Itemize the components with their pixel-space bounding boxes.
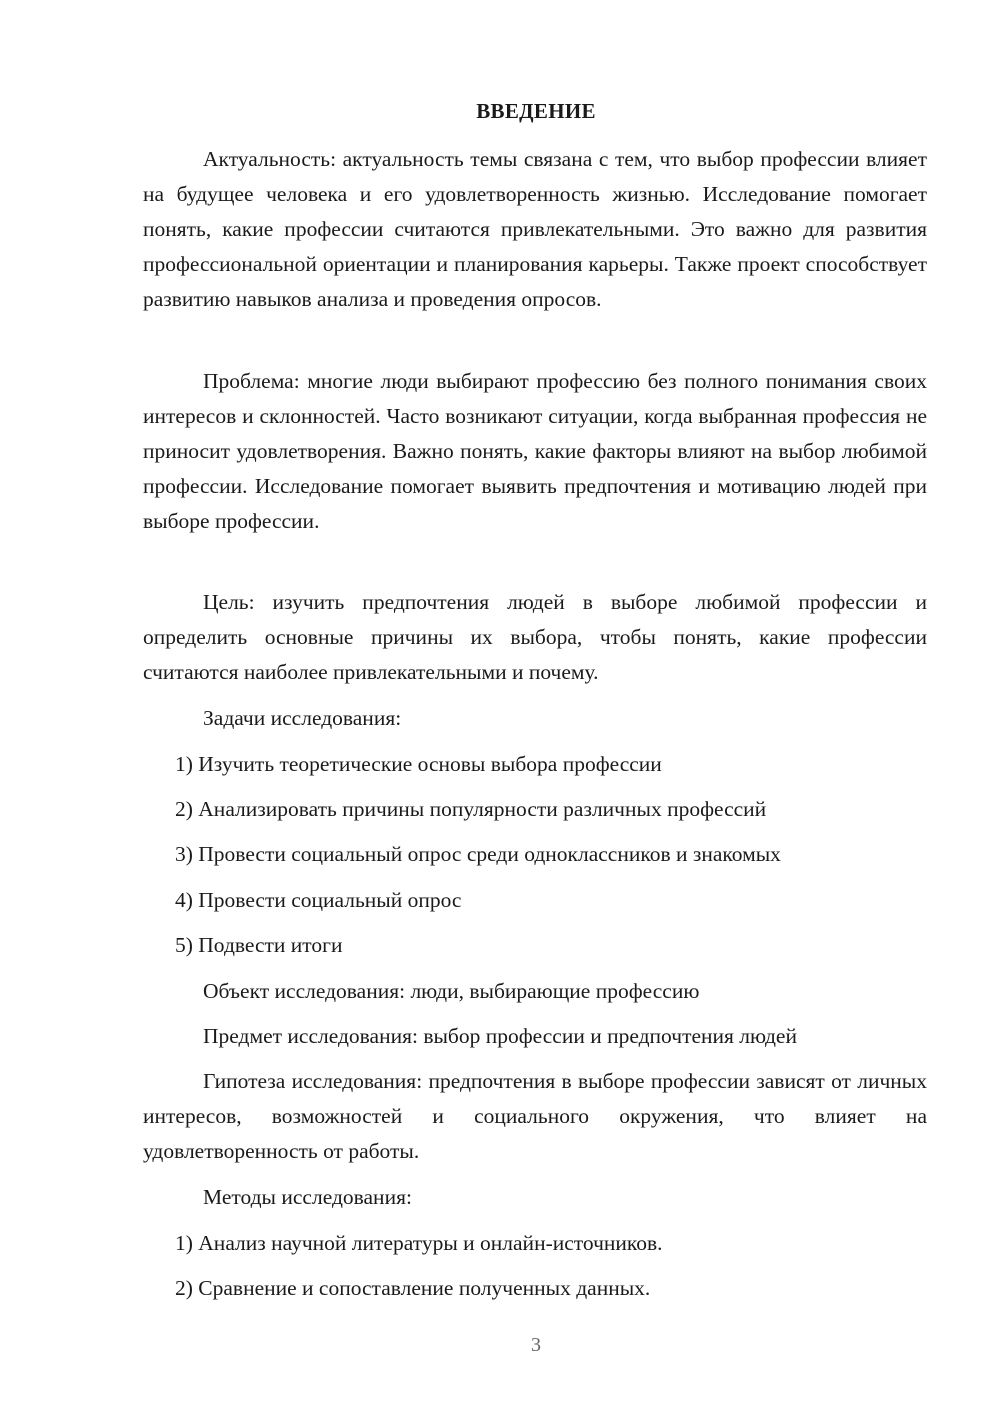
task-item-2: 2) Анализировать причины популярности различных профессий [175,797,767,821]
paragraph-relevance: Актуальность: актуальность темы связана с тем, что выбор профессии влияет на будущее человека и его удовлетворенность жизнью. Исследование помогает понять, какие профессии считаются привлекательными. Это важно для развития профессиональной ориентации и планирования карьеры. Также проект способствует развитию навыков анализа и проведения опросов. [143,147,927,311]
paragraph-goal: Цель: изучить предпочтения людей в выборе любимой профессии и определить основные причины их выбора, чтобы понять, какие профессии считаются наиболее привлекательными и почему. [143,590,927,684]
task-item-4: 4) Провести социальный опрос [175,888,462,912]
page-number: 3 [531,1334,541,1356]
paragraph-hypothesis: Гипотеза исследования: предпочтения в выборе профессии зависят от личных интересов, возможностей и социального окружения, что влияет на удовлетворенность от работы. [143,1069,927,1163]
method-item-1: 1) Анализ научной литературы и онлайн-источников. [175,1231,663,1255]
paragraph-object: Объект исследования: люди, выбирающие профессию [203,979,700,1003]
paragraph-subject: Предмет исследования: выбор профессии и предпочтения людей [203,1024,797,1048]
page-title: ВВЕДЕНИЕ [476,99,596,123]
paragraph-problem: Проблема: многие люди выбирают профессию без полного понимания своих интересов и склонностей. Часто возникают ситуации, когда выбранная профессия не приносит удовлетворения. Важно понять, какие факторы влияют на выбор любимой профессии. Исследование помогает выявить предпочтения и мотивацию людей при выборе профессии. [143,369,927,533]
task-item-1: 1) Изучить теоретические основы выбора профессии [175,752,662,776]
method-item-2: 2) Сравнение и сопоставление полученных данных. [175,1276,651,1300]
task-item-3: 3) Провести социальный опрос среди одноклассников и знакомых [175,842,781,866]
task-item-5: 5) Подвести итоги [175,933,343,957]
tasks-heading: Задачи исследования: [203,706,402,730]
methods-heading: Методы исследования: [203,1185,412,1209]
